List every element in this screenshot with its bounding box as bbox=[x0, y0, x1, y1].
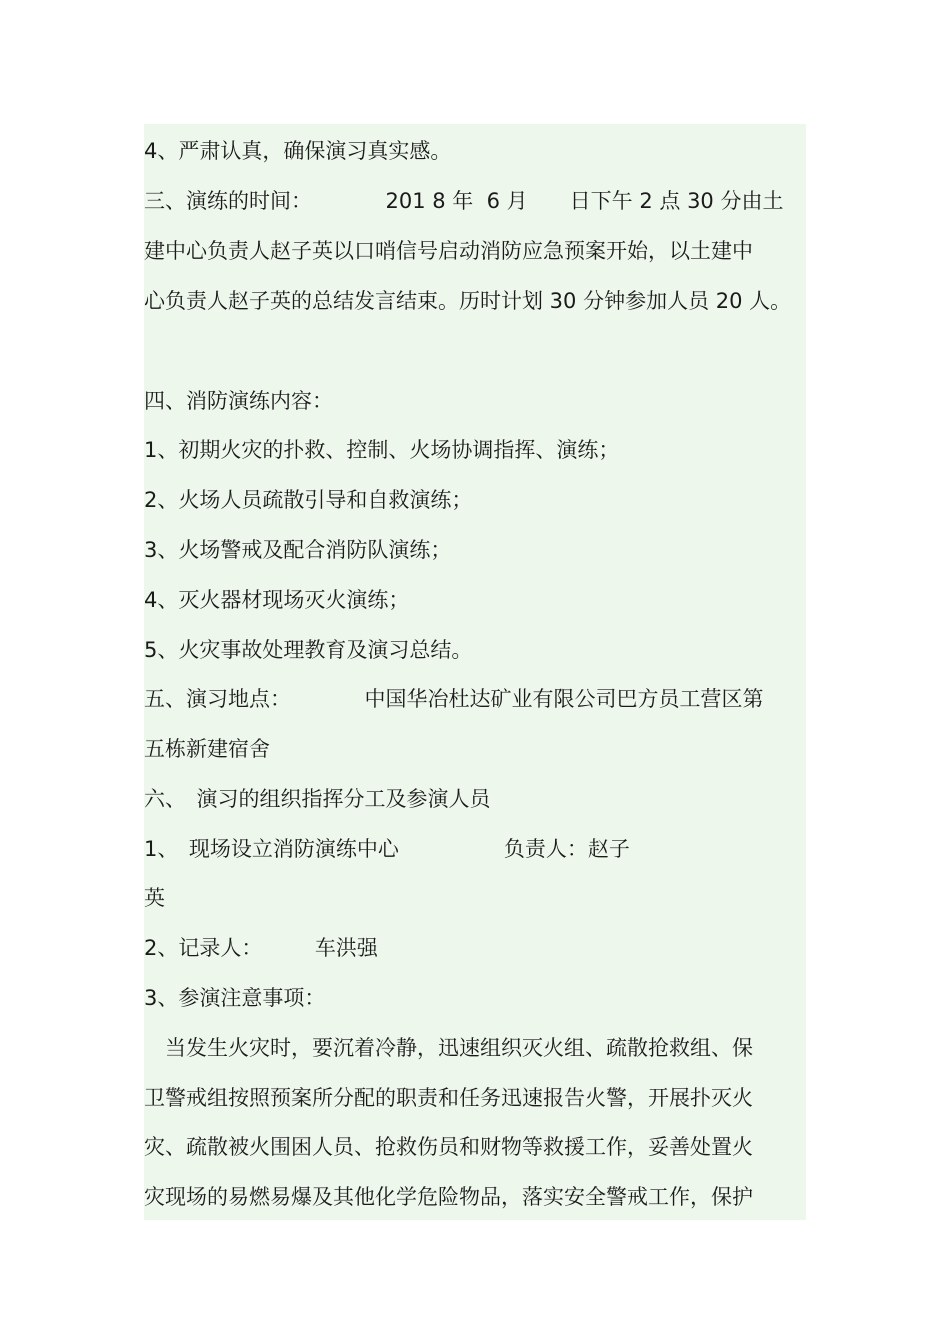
list-item: 3、火场警戒及配合消防队演练； bbox=[144, 538, 452, 562]
paragraph-line: 灾、疏散被火围困人员、抢救伤员和财物等救援工作，妥善处置火 bbox=[144, 1135, 753, 1159]
section-heading: 四、消防演练内容： bbox=[144, 389, 333, 413]
text-line: 英 bbox=[144, 886, 165, 910]
paragraph-line: 当发生火灾时，要沉着冷静，迅速组织灭火组、疏散抢救组、保 bbox=[144, 1036, 753, 1060]
text-line: 建中心负责人赵子英以口哨信号启动消防应急预案开始，以土建中 bbox=[144, 239, 753, 263]
list-item: 4、灭火器材现场灭火演练； bbox=[144, 588, 410, 612]
text-line: 三、演练的时间： 201 8 年 6 月 日下午 2 点 30 分由土 bbox=[144, 189, 784, 213]
section-heading: 六、 演习的组织指挥分工及参演人员 bbox=[144, 787, 491, 811]
text-line: 心负责人赵子英的总结发言结束。历时计划 30 分钟参加人员 20 人。 bbox=[144, 289, 792, 313]
section-heading: 五、演习地点： 中国华冶杜达矿业有限公司巴方员工营区第 bbox=[144, 687, 764, 711]
list-item: 1、初期火灾的扑救、控制、火场协调指挥、演练； bbox=[144, 438, 620, 462]
list-item: 1、 现场设立消防演练中心 负责人：赵子 bbox=[144, 837, 630, 861]
paragraph-line: 卫警戒组按照预案所分配的职责和任务迅速报告火警，开展扑灭火 bbox=[144, 1086, 753, 1110]
text-line: 4、严肃认真，确保演习真实感。 bbox=[144, 139, 452, 163]
list-item: 3、参演注意事项： bbox=[144, 986, 326, 1010]
paragraph-line: 灾现场的易燃易爆及其他化学危险物品，落实安全警戒工作，保护 bbox=[144, 1185, 753, 1209]
text-line: 五栋新建宿舍 bbox=[144, 737, 270, 761]
list-item: 2、记录人： 车洪强 bbox=[144, 936, 378, 960]
list-item: 2、火场人员疏散引导和自救演练； bbox=[144, 488, 473, 512]
list-item: 5、火灾事故处理教育及演习总结。 bbox=[144, 638, 473, 662]
